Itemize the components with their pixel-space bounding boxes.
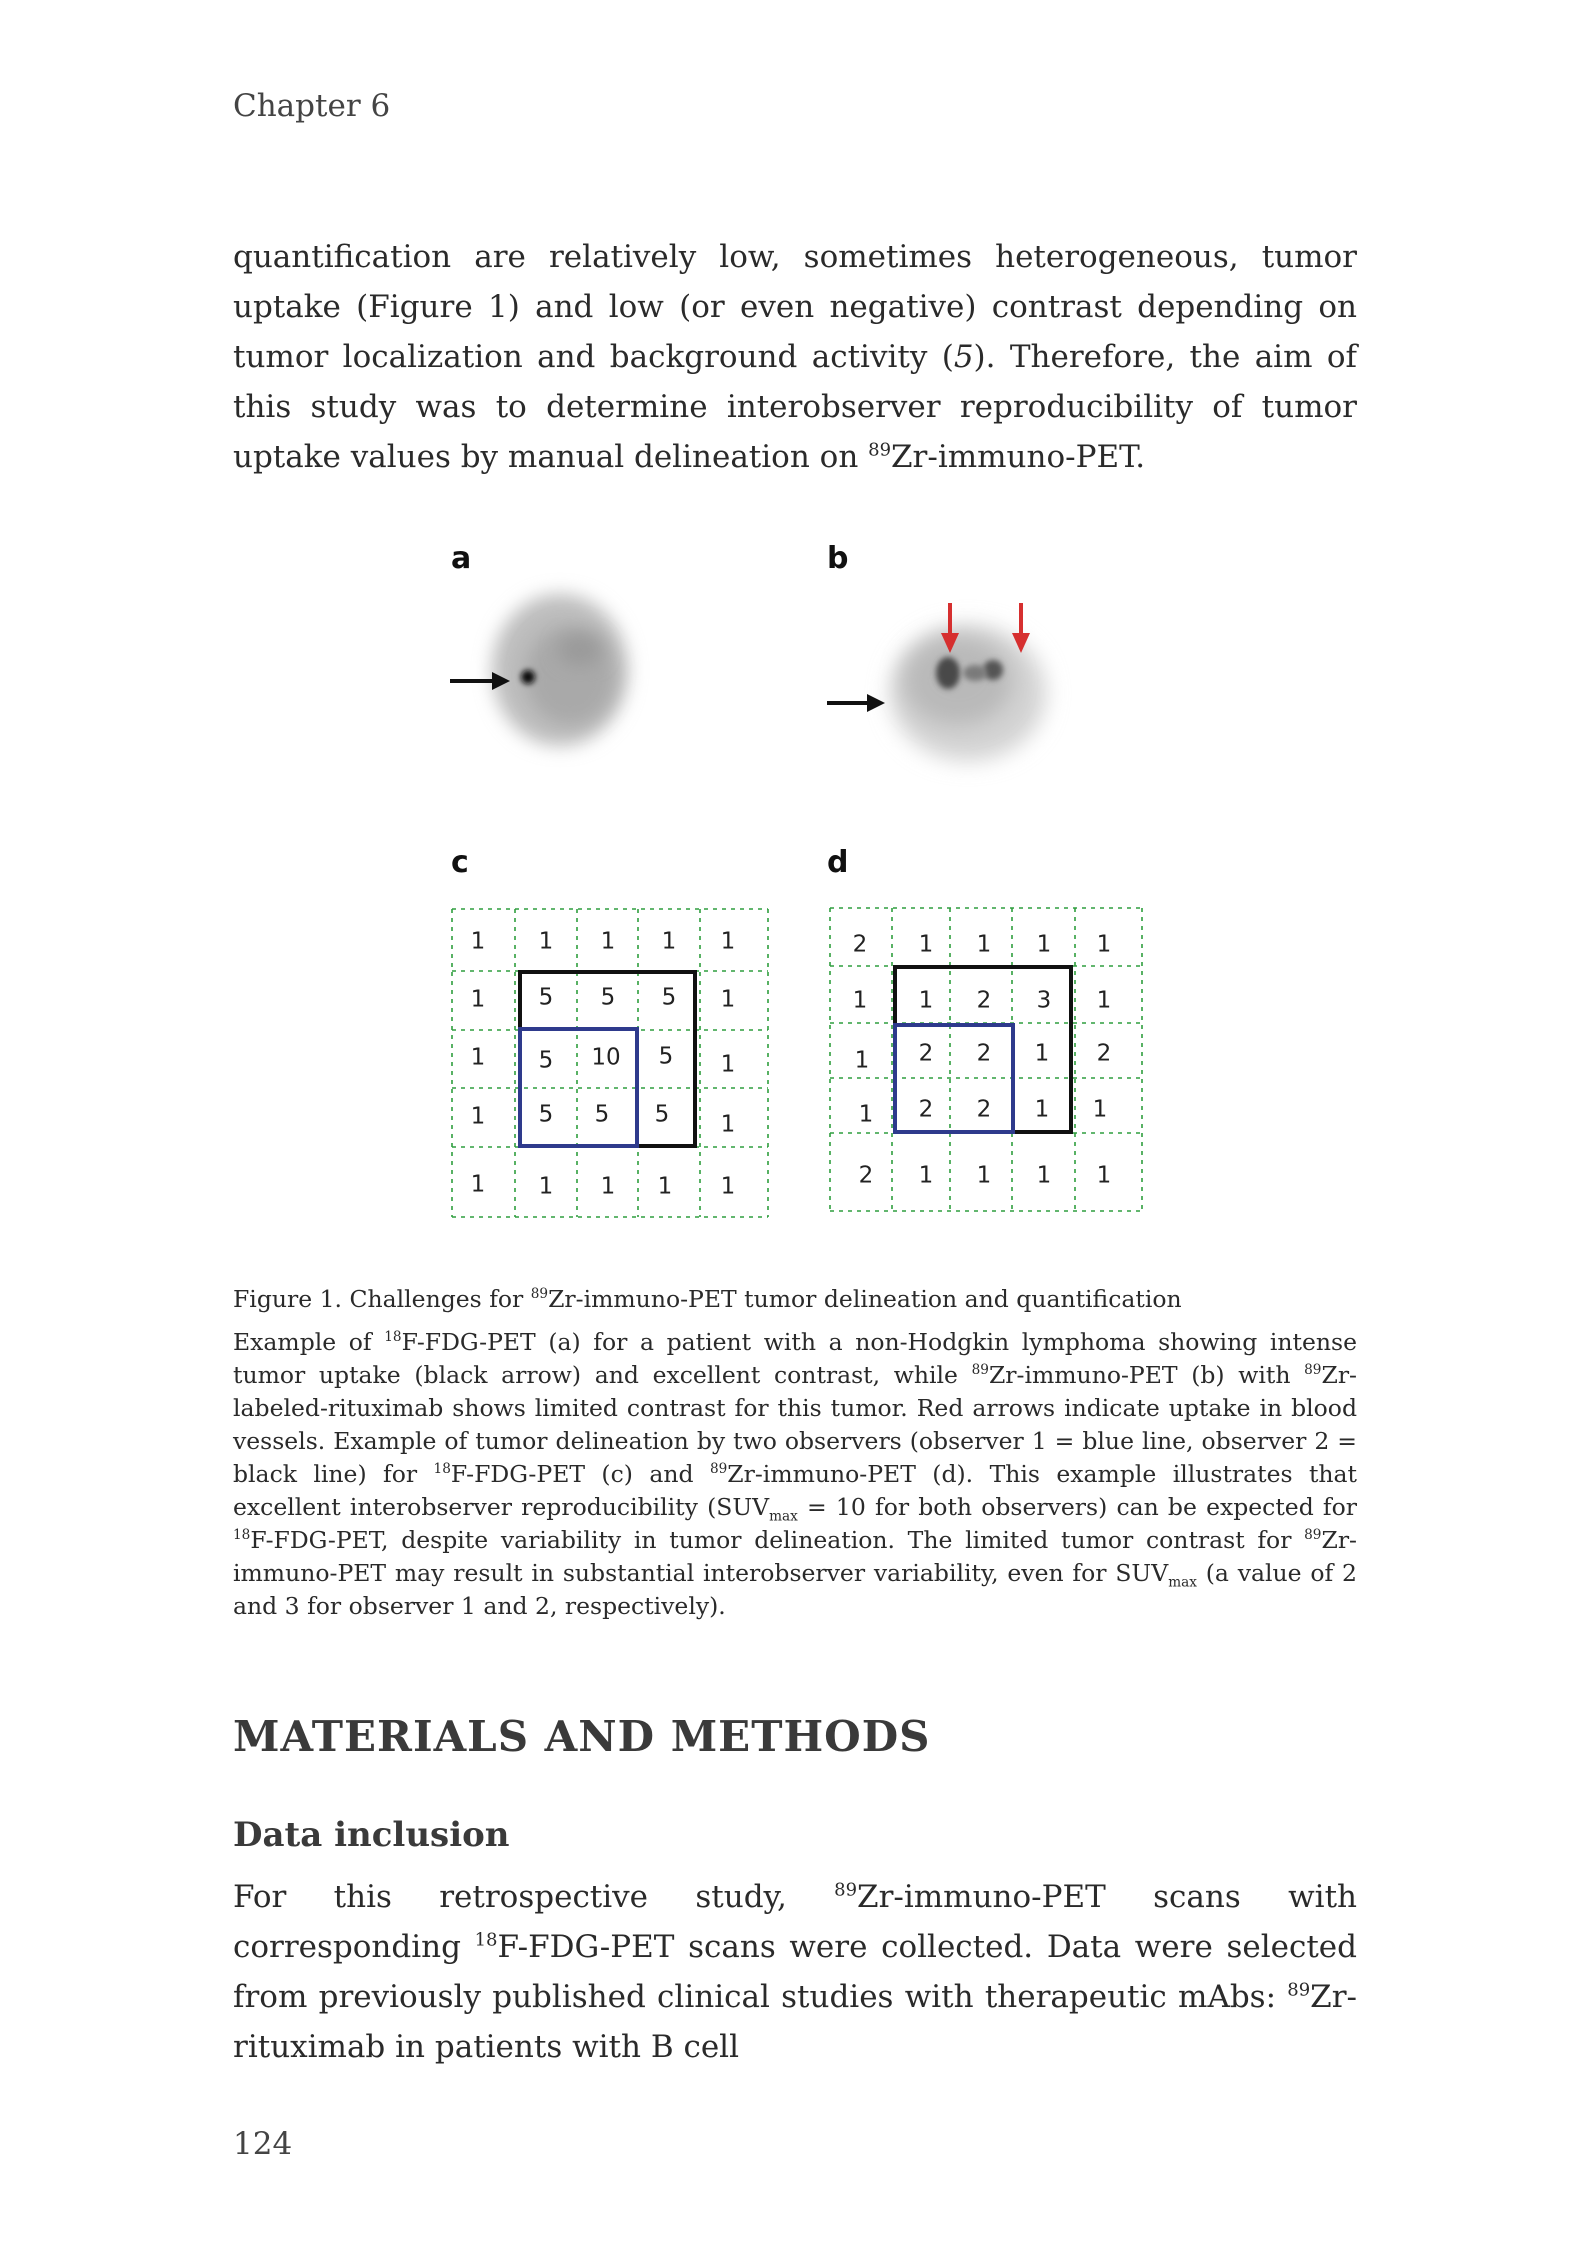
grid-c-cell: 5 xyxy=(654,1101,670,1128)
isotope-sup: 89 xyxy=(971,1362,989,1379)
caption-text: Zr-labeled-rituximab shows limited contrast for this tumor. Red arrows indicate uptake in blood vessels. Example of tumor delineation by two observers (observer 1 = blue line, observer 2 = black line) for xyxy=(233,1361,1357,1488)
caption-text: Zr-immuno-PET may result in substantial interobserver variability, even for SUV xyxy=(233,1526,1357,1587)
grid-d-cell: 2 xyxy=(918,1040,934,1067)
grid-d-cell: 1 xyxy=(1036,1162,1052,1189)
section-heading: MATERIALS AND METHODS xyxy=(233,1712,931,1761)
grid-c-cell: 1 xyxy=(470,986,486,1013)
grid-d-cell: 2 xyxy=(918,1096,934,1123)
panel-label-a: a xyxy=(451,541,472,576)
grid-c-cell: 1 xyxy=(600,1173,616,1200)
grid-c-cell: 1 xyxy=(661,928,677,955)
caption-text: Zr-immuno-PET (b) with xyxy=(988,1361,1305,1389)
caption-text: Zr-immuno-PET (d). This example illustrates that excellent interobserver reproducibility (SUV xyxy=(233,1460,1357,1521)
panel-label-b: b xyxy=(827,541,849,576)
caption-text: (a value of 2 and 3 for observer 1 and 2, respectively). xyxy=(233,1559,1357,1620)
grid-c-cell: 1 xyxy=(470,928,486,955)
panel-label-d: d xyxy=(827,845,849,880)
grid-d-cell: 2 xyxy=(976,987,992,1014)
caption-title-text: Zr-immuno-PET tumor delineation and quantification xyxy=(548,1285,1182,1313)
grid-d-cell: 1 xyxy=(1036,931,1052,958)
grid-c-cell: 5 xyxy=(594,1101,610,1128)
intro-paragraph xyxy=(233,232,1357,482)
figure-1-svg xyxy=(430,535,1170,1235)
grid-c-cell: 5 xyxy=(538,1101,554,1128)
methods-paragraph xyxy=(233,1872,1357,2072)
subscript-max: max xyxy=(769,1508,798,1525)
grid-c-cell: 1 xyxy=(720,1111,736,1138)
isotope-sup: 89 xyxy=(709,1461,728,1478)
isotope-sup: 89 xyxy=(530,1286,549,1303)
isotope-sup: 18 xyxy=(384,1329,402,1346)
grid-d-cell: 1 xyxy=(976,1162,992,1189)
body-text: Zr-immuno-PET scans with corresponding xyxy=(233,1879,1357,1965)
grid-c-cell: 5 xyxy=(538,984,554,1011)
citation-ref: 5 xyxy=(953,339,974,375)
grid-d-cell: 1 xyxy=(1096,931,1112,958)
grid-c-cell: 5 xyxy=(658,1043,674,1070)
grid-c-cell: 1 xyxy=(720,928,736,955)
grid-d-cell: 2 xyxy=(1096,1040,1112,1067)
caption-text: F-FDG-PET (c) and xyxy=(450,1460,710,1488)
grid-c-cell: 1 xyxy=(470,1171,486,1198)
grid-c-cell: 1 xyxy=(470,1044,486,1071)
figure-caption xyxy=(233,1283,1357,1623)
grid-d-cell: 1 xyxy=(854,1047,870,1074)
grid-c-cell: 1 xyxy=(538,928,554,955)
intro-text-3: Zr-immuno-PET. xyxy=(891,439,1146,475)
isotope-sup: 89 xyxy=(868,439,892,461)
caption-text: F-FDG-PET (a) for a patient with a non-Hodgkin lymphoma showing intense tumor uptake (black arrow) and excellent contrast, while xyxy=(233,1328,1357,1389)
delineation-grid-c xyxy=(452,909,768,1217)
delineation-grid-d xyxy=(830,908,1142,1211)
grid-d-cell: 3 xyxy=(1036,987,1052,1014)
grid-c-cell: 1 xyxy=(720,986,736,1013)
grid-d-cell: 1 xyxy=(1096,1162,1112,1189)
grid-d-cell: 2 xyxy=(976,1040,992,1067)
grid-d-cell: 1 xyxy=(852,987,868,1014)
page-number: 124 xyxy=(233,2126,293,2162)
grid-d-cell: 1 xyxy=(918,1162,934,1189)
grid-c-cell: 1 xyxy=(657,1173,673,1200)
pet-image-a xyxy=(492,594,628,746)
intro-text-2: ). Therefore, the aim of this study was to determine interobserver reproducibility of tumor uptake values by manual delineation on xyxy=(233,339,1357,475)
grid-d-cell: 2 xyxy=(852,931,868,958)
caption-text: = 10 for both observers) can be expected for xyxy=(797,1493,1357,1521)
isotope-sup: 18 xyxy=(233,1527,251,1544)
grid-c-cell: 1 xyxy=(470,1103,486,1130)
grid-d-cell: 1 xyxy=(858,1101,874,1128)
panel-label-c: c xyxy=(451,845,469,880)
grid-d-cell: 1 xyxy=(1096,987,1112,1014)
grid-c-cell: 5 xyxy=(600,984,616,1011)
grid-d-cell: 1 xyxy=(976,931,992,958)
caption-title-text: Challenges for xyxy=(342,1285,531,1313)
isotope-sup: 89 xyxy=(1287,1979,1311,2001)
isotope-sup: 89 xyxy=(834,1879,858,1901)
grid-c-cell: 1 xyxy=(720,1051,736,1078)
grid-d-cell: 1 xyxy=(918,987,934,1014)
grid-c-cell: 1 xyxy=(600,928,616,955)
black-arrow-b xyxy=(827,694,885,712)
isotope-sup: 18 xyxy=(474,1929,498,1951)
caption-body xyxy=(233,1326,1357,1623)
grid-c-cell: 1 xyxy=(720,1173,736,1200)
caption-figure-number: Figure 1. xyxy=(233,1285,343,1313)
isotope-sup: 89 xyxy=(1304,1362,1322,1379)
grid-c-cell: 10 xyxy=(591,1044,621,1071)
isotope-sup: 89 xyxy=(1304,1527,1322,1544)
grid-d-cell: 1 xyxy=(1034,1040,1050,1067)
caption-text: Example of xyxy=(233,1328,385,1356)
grid-c-cell: 1 xyxy=(538,1173,554,1200)
caption-title xyxy=(233,1283,1357,1316)
grid-d-cell: 2 xyxy=(976,1096,992,1123)
tumor-hotspot xyxy=(521,670,535,684)
subscript-max: max xyxy=(1168,1574,1197,1591)
caption-text: F-FDG-PET, despite variability in tumor delineation. The limited tumor contrast for xyxy=(250,1526,1305,1554)
body-text: For this retrospective study, xyxy=(233,1879,835,1915)
grid-d-cell: 1 xyxy=(1092,1096,1108,1123)
body-text: F-FDG-PET scans were collected. Data were selected from previously published clinical studies with therapeutic mAbs: xyxy=(233,1929,1357,2015)
intro-text-1: quantification are relatively low, sometimes heterogeneous, tumor uptake (Figure 1) and low (or even negative) contrast depending on tumor localization and background activity ( xyxy=(233,239,1357,375)
grid-d-cell: 1 xyxy=(1034,1096,1050,1123)
grid-d-cell: 1 xyxy=(918,931,934,958)
grid-d-cell: 2 xyxy=(858,1162,874,1189)
isotope-sup: 18 xyxy=(433,1461,451,1478)
grid-c-cell: 5 xyxy=(538,1047,554,1074)
grid-c-cell: 5 xyxy=(661,984,677,1011)
figure-1 xyxy=(430,535,1170,1235)
body-text: Zr-rituximab in patients with B cell xyxy=(233,1979,1357,2065)
running-header: Chapter 6 xyxy=(233,88,391,124)
subsection-heading: Data inclusion xyxy=(233,1815,510,1855)
